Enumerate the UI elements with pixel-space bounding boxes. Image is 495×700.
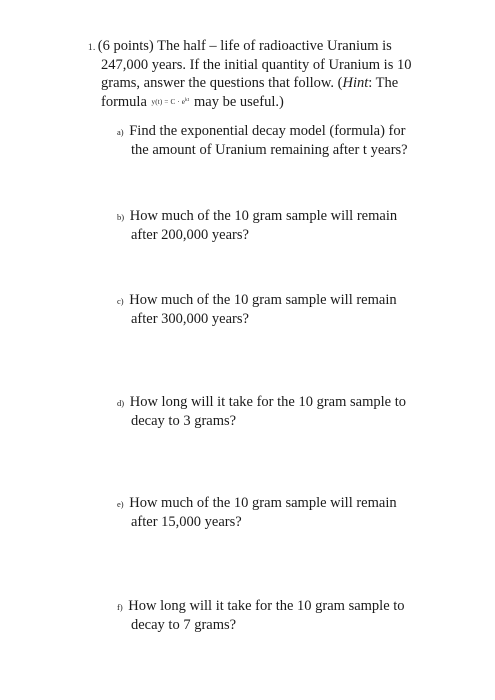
part-d-line-1: [117, 393, 447, 412]
question-part-a: [117, 122, 447, 159]
part-b-line-2: after 200,000 years?: [131, 227, 249, 243]
problem-line-2: 247,000 years. If the initial quantity of Uranium is 10: [101, 57, 412, 73]
part-d-text-1: How long will it take for the 10 gram sample to: [129, 394, 406, 410]
problem-line-4: [88, 92, 428, 111]
part-c-text-1: How much of the 10 gram sample will remain: [129, 292, 397, 308]
part-f-line-1: [117, 597, 447, 616]
part-a-text-1: Find the exponential decay model (formula) for: [129, 123, 406, 139]
part-a-letter: a): [117, 127, 124, 137]
part-c-line-1: [117, 291, 447, 310]
problem-line-1: [88, 37, 428, 56]
hint-label: Hint: [342, 75, 369, 91]
part-e-line-1: [117, 494, 447, 513]
problem-number: 1.: [88, 42, 96, 52]
part-b-line-1: [117, 207, 447, 226]
part-e-letter: e): [117, 499, 124, 509]
formula-label: formula: [101, 94, 147, 110]
part-b-letter: b): [117, 212, 125, 222]
part-d-letter: d): [117, 398, 125, 408]
part-e-text-1: How much of the 10 gram sample will remain: [129, 495, 397, 511]
problem-line-3: [88, 74, 428, 92]
part-d-line-2: decay to 3 grams?: [131, 413, 237, 429]
problem-text-3a: grams, answer the questions that follow. (: [101, 75, 343, 91]
part-f-line-2: decay to 7 grams?: [131, 617, 237, 633]
problem-statement: [88, 37, 428, 111]
formula-expression: [152, 98, 190, 106]
problem-text-1: (6 points) The half – life of radioactive Uranium is: [97, 38, 392, 54]
formula-exponent: kt: [185, 98, 190, 103]
problem-text-3b: : The: [368, 75, 399, 91]
question-part-f: [117, 597, 447, 634]
part-c-line-2: after 300,000 years?: [131, 311, 249, 327]
question-part-d: [117, 393, 447, 430]
question-part-c: [117, 291, 447, 328]
part-a-line-2: the amount of Uranium remaining after t years?: [131, 142, 408, 158]
part-b-text-1: How much of the 10 gram sample will remain: [129, 208, 398, 224]
part-e-line-2: after 15,000 years?: [131, 514, 242, 530]
question-part-e: [117, 494, 447, 531]
part-a-line-1: [117, 122, 447, 141]
problem-text-4b: may be useful.): [194, 94, 284, 110]
part-f-letter: f): [117, 602, 123, 612]
question-part-b: [117, 207, 447, 244]
formula-base: y(t) = C · e: [151, 98, 186, 106]
part-f-text-1: How long will it take for the 10 gram sample to: [128, 598, 405, 614]
part-c-letter: c): [117, 296, 124, 306]
